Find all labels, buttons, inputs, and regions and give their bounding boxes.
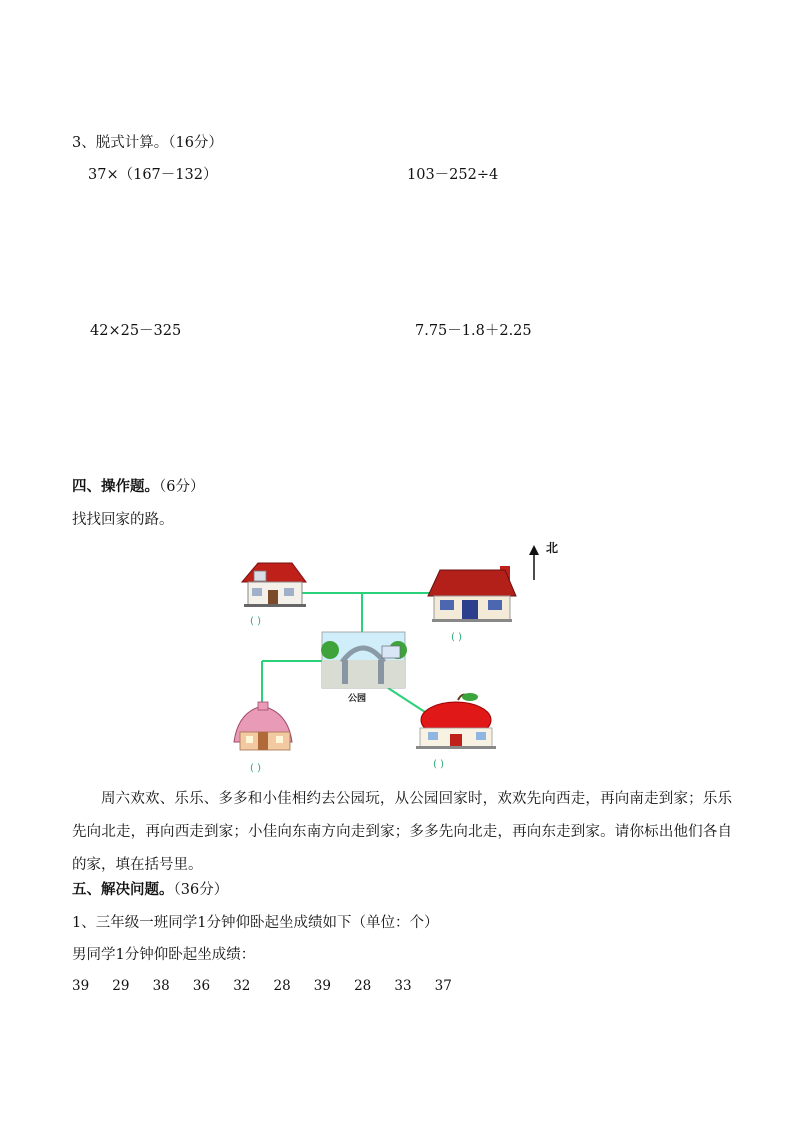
boys-label: 男同学1分钟仰卧起坐成绩： xyxy=(72,947,256,963)
section5-title-main: 五、解决问题。 xyxy=(72,881,174,898)
score: 37 xyxy=(434,978,452,994)
score: 38 xyxy=(152,978,170,994)
section3-title: 3、脱式计算。（16分） xyxy=(72,135,223,151)
blank-bottom-left: ( ) xyxy=(250,763,261,774)
question-1: 1、三年级一班同学1分钟仰卧起坐成绩如下（单位：个） xyxy=(72,915,439,931)
expr-2: 103－252÷4 xyxy=(407,167,499,183)
section4-title-points: （6分） xyxy=(159,479,205,495)
section4-title-main: 四、操作题。 xyxy=(72,478,159,495)
score: 32 xyxy=(233,978,251,994)
blank-bottom-right: ( ) xyxy=(433,759,444,770)
expr-4: 7.75－1.8＋2.25 xyxy=(415,323,532,339)
score: 28 xyxy=(354,978,372,994)
boys-scores xyxy=(72,978,475,994)
section5-title xyxy=(72,880,228,900)
house-top-right-icon xyxy=(428,566,516,622)
north-arrow-icon xyxy=(529,545,539,580)
score: 33 xyxy=(394,978,412,994)
house-top-left-icon xyxy=(242,563,306,607)
score: 29 xyxy=(112,978,130,994)
expr-3: 42×25－325 xyxy=(90,323,182,339)
house-bottom-left-icon xyxy=(234,702,292,750)
north-label: 北 xyxy=(546,541,559,555)
problem-paragraph: 周六欢欢、乐乐、多多和小佳相约去公园玩，从公园回家时，欢欢先向西走，再向南走到家；乐乐先向北走，再向西走到家；小佳向东南方向走到家；多多先向北走，再向东走到家。请你标出他们各自的家，填在括号里。 xyxy=(72,791,732,873)
score: 28 xyxy=(273,978,291,994)
blank-top-right: ( ) xyxy=(451,632,462,643)
apple-house-icon xyxy=(416,693,496,749)
score: 36 xyxy=(192,978,211,994)
park-gate-icon xyxy=(321,632,407,688)
score: 39 xyxy=(313,978,331,994)
section4-subtitle: 找找回家的路。 xyxy=(72,512,174,528)
score: 39 xyxy=(72,978,90,994)
section5-title-points: （36分） xyxy=(173,882,229,898)
park-label: 公园 xyxy=(348,694,367,704)
expr-1: 37×（167－132） xyxy=(88,167,218,183)
blank-top-left: ( ) xyxy=(250,616,261,627)
